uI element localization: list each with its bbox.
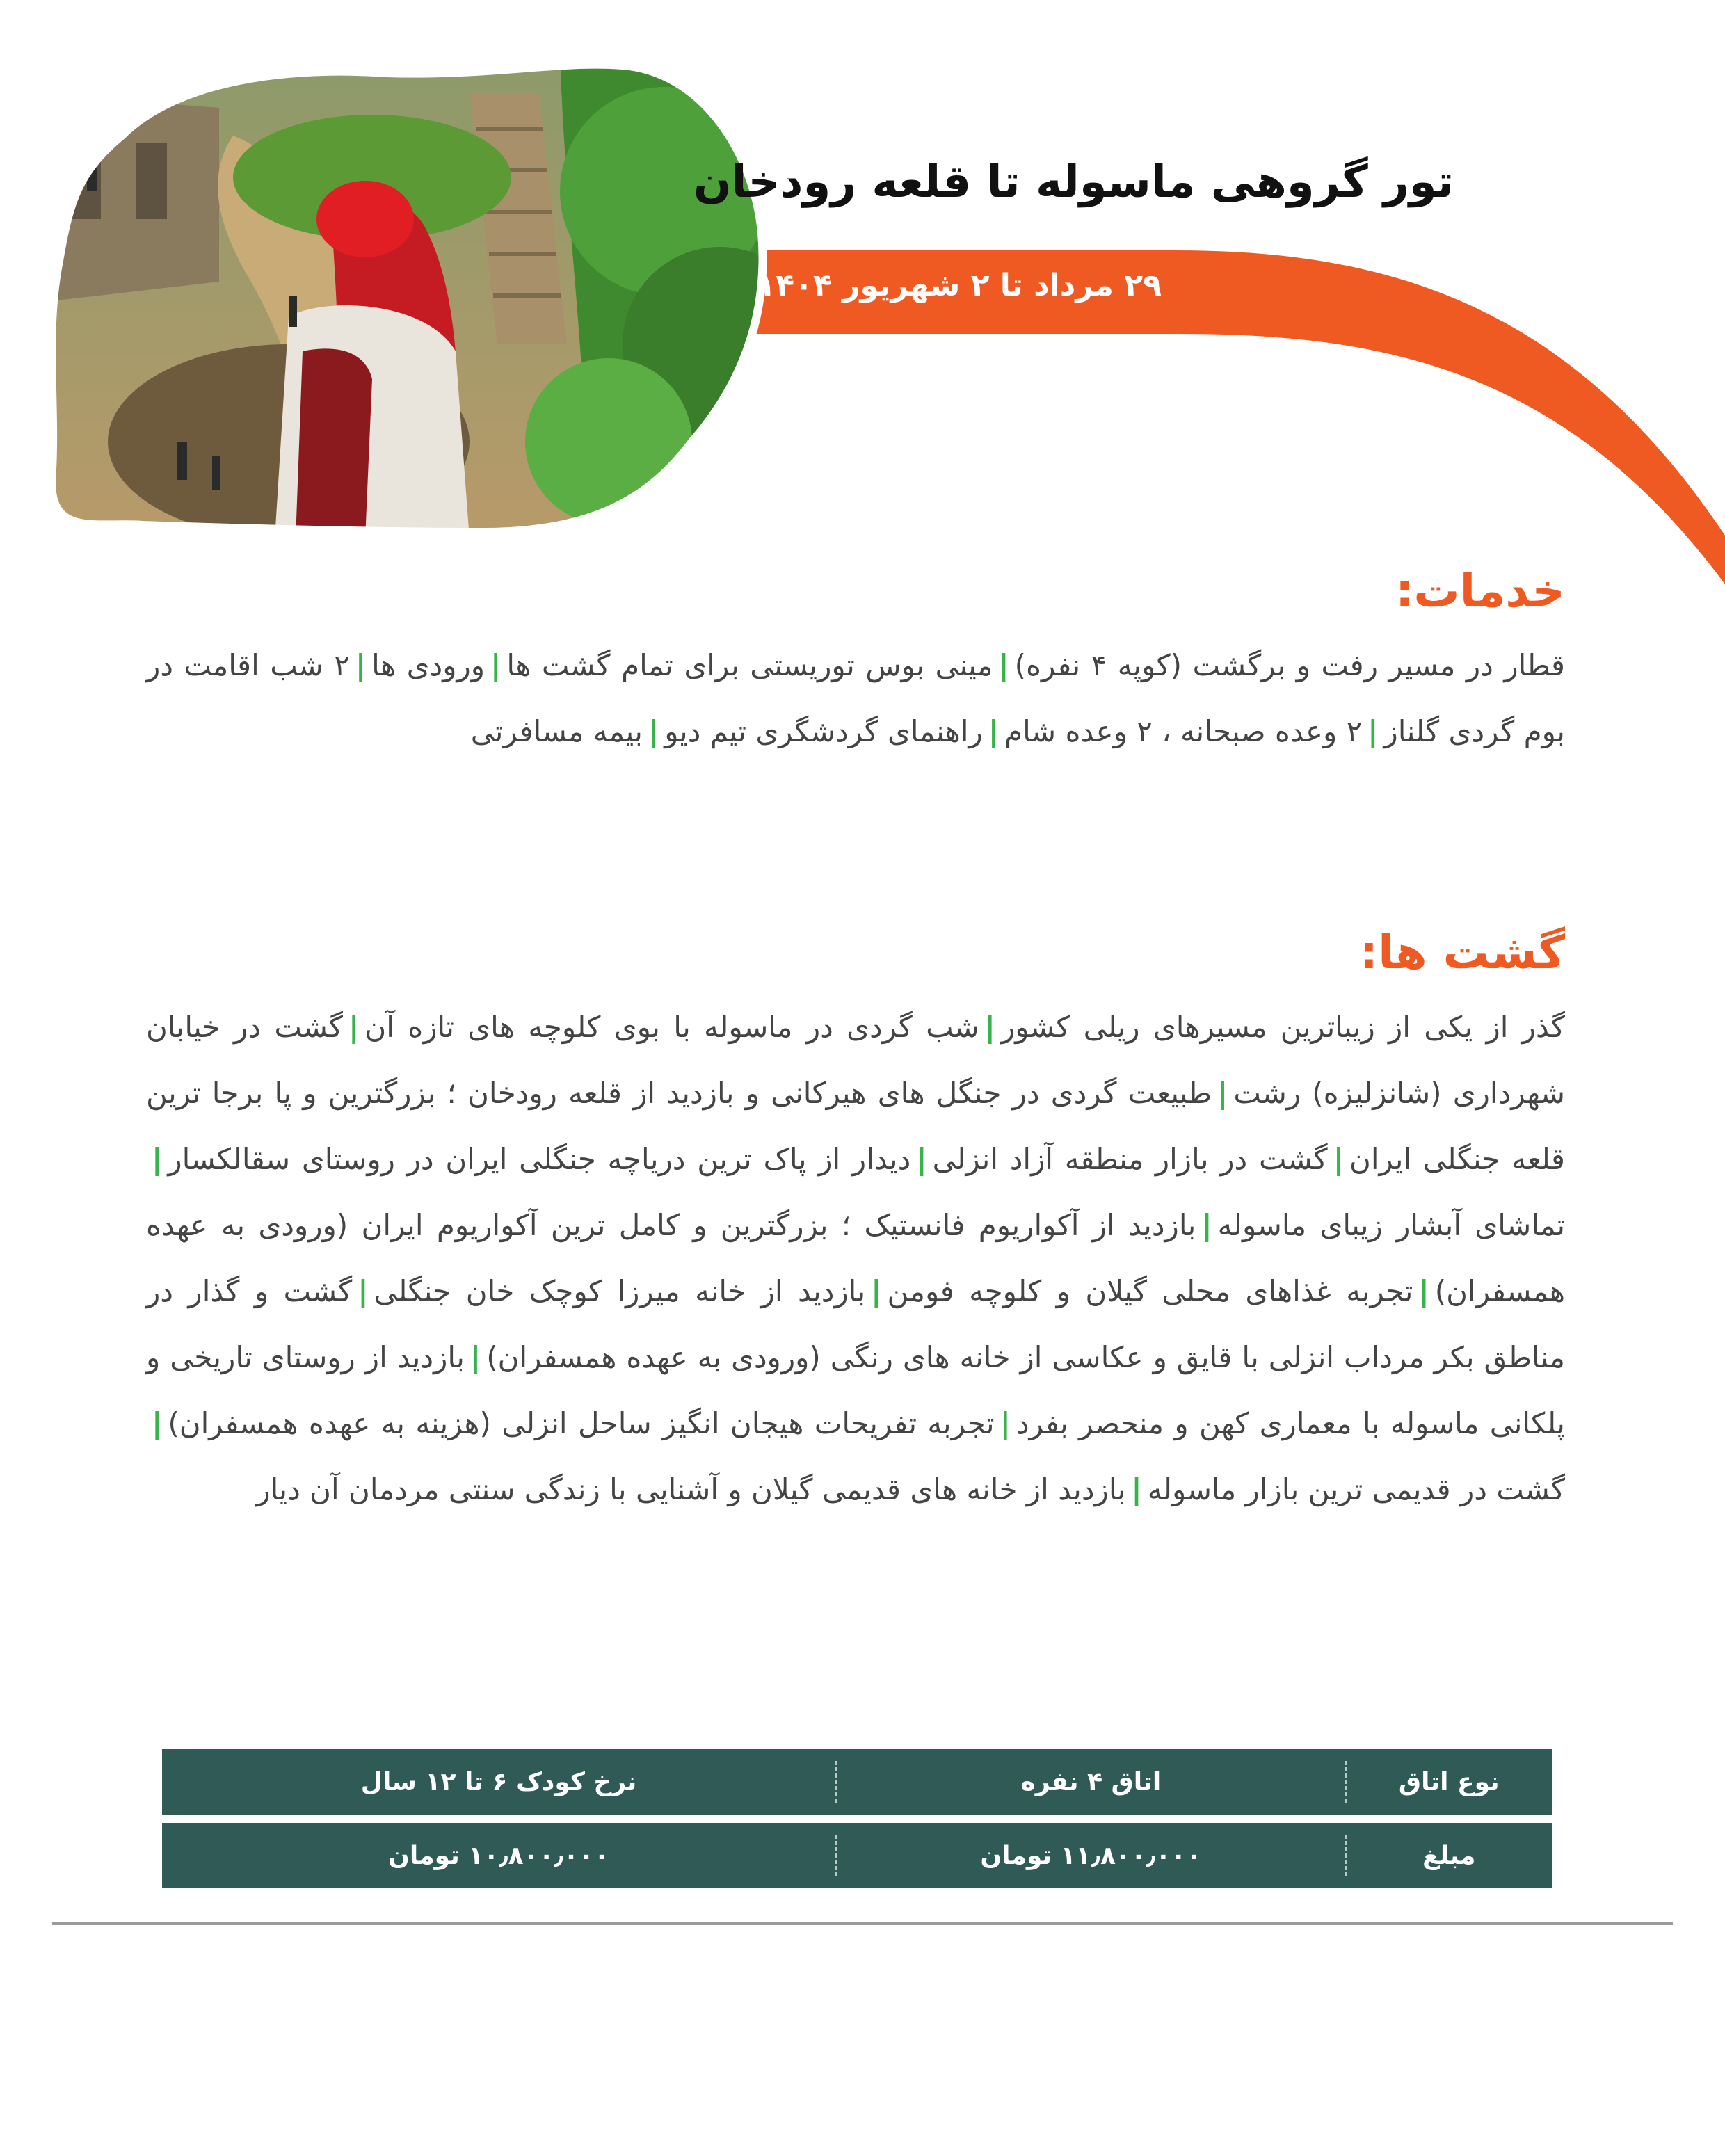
item-separator: |: [871, 1274, 882, 1309]
hero-photo-castle: [38, 52, 769, 539]
page-title: تور گروهی ماسوله تا قلعه رودخان: [693, 156, 1454, 208]
cell-price-label: مبلغ: [1345, 1835, 1552, 1876]
list-item: بیمه مسافرتی: [470, 714, 643, 749]
item-separator: |: [1418, 1274, 1429, 1309]
list-item: بازدید از روستای تاریخی و پلکانی ماسوله با معماری کهن و منحصر بفرد: [146, 1340, 1566, 1441]
list-item: تجربه تفریحات هیجان انگیز ساحل انزلی (هزینه به عهده همسفران): [168, 1406, 995, 1441]
item-separator: |: [984, 1010, 995, 1045]
item-separator: |: [1367, 714, 1379, 749]
header-room-4-person: اتاق ۴ نفره: [835, 1761, 1345, 1803]
price-table: [162, 1749, 1552, 1897]
cell-room-price: ۱۱٫۸۰۰٫۰۰۰ تومان: [835, 1835, 1345, 1876]
item-separator: |: [998, 648, 1009, 683]
list-item: گشت در بازار منطقه آزاد انزلی: [932, 1142, 1328, 1177]
tours-section: [146, 925, 1565, 1522]
list-item: ۲ شب اقامت در بوم گردی گلناز: [146, 648, 1565, 749]
item-separator: |: [1000, 1406, 1011, 1441]
item-separator: |: [988, 714, 1000, 749]
item-separator: |: [1333, 1142, 1345, 1177]
item-separator: |: [1217, 1076, 1228, 1111]
list-item: دیدار از پاک ترین دریاچه جنگلی ایران در روستای سقالکسار: [168, 1142, 911, 1177]
services-section: [146, 563, 1565, 764]
tours-title: گشت ها:: [1359, 926, 1565, 979]
services-title: خدمات:: [1395, 564, 1565, 618]
item-separator: |: [358, 1274, 369, 1309]
item-separator: |: [648, 714, 659, 749]
list-item: قطار در مسیر رفت و برگشت (کوپه ۴ نفره): [1014, 648, 1565, 683]
list-item: ۲ وعده صبحانه ، ۲ وعده شام: [1004, 714, 1363, 749]
cell-child-price: ۱۰٫۸۰۰٫۰۰۰ تومان: [388, 1841, 609, 1870]
header-room-type: نوع اتاق: [1345, 1761, 1552, 1803]
header-child-rate: نرخ کودک ۶ تا ۱۲ سال: [360, 1767, 637, 1796]
list-item: گشت در قدیمی ترین بازار ماسوله: [1147, 1472, 1565, 1507]
price-table-header: [162, 1749, 1552, 1815]
item-separator: |: [152, 1406, 163, 1441]
item-separator: |: [490, 648, 502, 683]
footer-divider: [52, 1922, 1673, 1925]
item-separator: |: [1201, 1208, 1212, 1243]
item-separator: |: [355, 648, 367, 683]
item-separator: |: [348, 1010, 360, 1045]
item-separator: |: [152, 1142, 163, 1177]
services-list: [146, 632, 1565, 764]
list-item: بازدید از خانه های قدیمی گیلان و آشنایی با زندگی سنتی مردمان آن دیار: [256, 1472, 1126, 1507]
list-item: گشت در خیابان شهرداری (شانزلیزه) رشت: [146, 1010, 1565, 1111]
item-separator: |: [470, 1340, 481, 1375]
list-item: تماشای آبشار زیبای ماسوله: [1217, 1208, 1566, 1243]
tour-dates: ۲۹ مرداد تا ۲ شهریور ۱۴۰۴: [757, 268, 1162, 303]
list-item: راهنمای گردشگری تیم دیو: [664, 714, 983, 749]
list-item: مینی بوس توریستی برای تمام گشت ها: [506, 648, 993, 683]
tours-list: [146, 994, 1565, 1522]
list-item: ورودی ها: [371, 648, 486, 683]
list-item: گذر از یکی از زیباترین مسیرهای ریلی کشور: [1000, 1010, 1566, 1045]
list-item: طبیعت گردی در جنگل های هیرکانی و بازدید از قلعه رودخان ؛ بزرگترین و پا برجا ترین قلعه جنگلی ایران: [146, 1076, 1566, 1177]
list-item: بازدید از آکواریوم فانستیک ؛ بزرگترین و کامل ترین آکواریوم ایران (ورودی به عهده همسفران): [146, 1208, 1566, 1309]
item-separator: |: [1131, 1472, 1142, 1507]
list-item: شب گردی در ماسوله با بوی کلوچه های تازه آن: [364, 1010, 979, 1045]
list-item: گشت و گذار در مناطق بکر مرداب انزلی با قایق و عکاسی از خانه های رنگی (ورودی به عهده همسفران): [146, 1274, 1565, 1375]
list-item: بازدید از خانه میرزا کوچک خان جنگلی: [374, 1274, 866, 1309]
list-item: تجربه غذاهای محلی گیلان و کلوچه فومن: [887, 1274, 1413, 1309]
price-table-row: [162, 1823, 1552, 1888]
item-separator: |: [916, 1142, 927, 1177]
